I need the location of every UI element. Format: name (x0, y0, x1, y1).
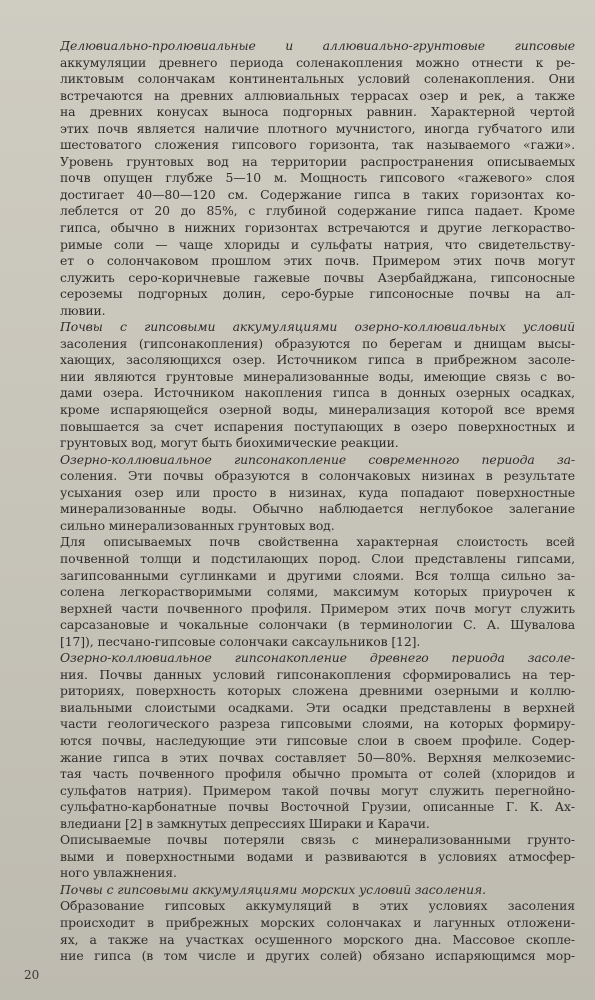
text-line: гипса, обычно в нижних горизонтах встречаются и другие легкораство- (60, 220, 575, 236)
text-line: Почвы с гипсовыми аккумуляциями морских условий засоления. (60, 881, 486, 897)
text-line: части геологического разреза гипсовыми слоями, на которых формиру- (60, 716, 575, 732)
text-line: встречаются на древних аллювиальных террасах озер и рек, а также (60, 87, 575, 103)
page-number: 20 (24, 968, 40, 982)
text-line: Озерно-коллювиальное гипсонакопление древнего периода засоле- (60, 650, 575, 666)
text-line: загипсованными суглинками и другими слоями. Вся толща сильно за- (60, 567, 575, 583)
text-line: усыхания озер или просто в низинах, куда попадают поверхностные (60, 484, 575, 500)
text-line: Делювиально-пролювиальные и аллювиально-грунтовые гипсовые (60, 38, 575, 53)
text-line: дами озера. Источником накопления гипса в донных озерных осадках, (60, 385, 575, 401)
text-line: аккумуляции древнего периода соленакопления можно отнести к ре- (60, 54, 575, 70)
text-line: происходит в прибрежных морских солончаках и лагунных отложени- (60, 914, 575, 930)
text-line: Озерно-коллювиальное гипсонакопление современного периода за- (60, 451, 575, 467)
text-line: ликтовым солончакам континентальных условий соленакопления. Они (60, 71, 575, 87)
text-line: ния. Почвы данных условий гипсонакопления сформировались на тер- (60, 666, 575, 682)
text-line: верхней части почвенного профиля. Примером этих почв могут служить (60, 600, 575, 616)
text-line: достигает 40—80—120 см. Содержание гипса в таких горизонтах ко- (60, 186, 575, 202)
text-line: Образование гипсовых аккумуляций в этих условиях засоления (60, 898, 575, 914)
text-line: римые соли — чаще хлориды и сульфаты натрия, что свидетельству- (60, 236, 575, 252)
text-line: тая часть почвенного профиля обычно промыта от солей (хлоридов и (60, 766, 575, 782)
text-line: минерализованные воды. Обычно наблюдается неглубокое залегание (60, 501, 575, 517)
text-line: ного увлажнения. (60, 865, 177, 881)
text-line: сульфатов натрия). Примером такой почвы могут служить перегнойно- (60, 782, 575, 798)
text-line: засоления (гипсонакопления) образуются по берегам и днищам высы- (60, 335, 575, 351)
text-line: сульфатно-карбонатные почвы Восточной Грузии, описанные Г. К. Ах- (60, 799, 575, 815)
text-line: ях, а также на участках осушенного морского дна. Массовое скопле- (60, 931, 575, 947)
text-line: жание гипса в этих почвах составляет 50—80%. Верхняя мелкоземис- (60, 749, 575, 765)
text-line: соления. Эти почвы образуются в солончаковых низинах в результате (60, 468, 575, 484)
text-line: шестоватого сложения гипсового горизонта, так называемого «гажи». (60, 137, 575, 153)
text-line: хающих, засоляющихся озер. Источником гипса в прибрежном засоле- (60, 352, 575, 368)
text-line: солена легкорастворимыми солями, максимум которых приурочен к (60, 584, 575, 600)
text-line: Почвы с гипсовыми аккумуляциями озерно-коллювиальных условий (60, 319, 575, 335)
text-line: виальными слоистыми осадками. Эти осадки представлены в верхней (60, 699, 575, 715)
text-line: ние гипса (в том числе и других солей) обязано испаряющимся мор- (60, 948, 575, 964)
text-line: служить серо-коричневые гажевые почвы Азербайджана, гипсоносные (60, 269, 575, 285)
text-line: этих почв является наличие плотного мучнистого, иногда губчатого или (60, 120, 575, 136)
text-line: ет о солончаковом прошлом этих почв. Примером этих почв могут (60, 253, 575, 269)
text-line: леблется от 20 до 85%, с глубиной содержание гипса падает. Кроме (60, 203, 575, 219)
text-line: Уровень грунтовых вод на территории распространения описываемых (60, 153, 575, 169)
text-line: [17]), песчано-гипсовые солончаки саксаульников [12]. (60, 633, 421, 649)
text-line: риториях, поверхность которых сложена древними озерными и коллю- (60, 683, 575, 699)
text-line: сильно минерализованных грунтовых вод. (60, 517, 335, 533)
text-line: повышается за счет испарения поступающих в озеро поверхностных и (60, 418, 575, 434)
body-text (60, 38, 575, 965)
text-line: грунтовых вод, могут быть биохимические реакции. (60, 435, 399, 451)
text-line: лювии. (60, 302, 106, 318)
text-line: сарсазановые и чокальные солончаки (в терминологии С. А. Шувалова (60, 617, 575, 633)
text-line: почвенной толщи и подстилающих пород. Слои представлены гипсами, (60, 550, 575, 566)
text-line: почв опущен глубже 5—10 м. Мощность гипсового «гажевого» слоя (60, 170, 575, 186)
text-line: вледиани [2] в замкнутых депрессиях Шираки и Карачи. (60, 815, 430, 831)
text-line: Для описываемых почв свойственна характерная слоистость всей (60, 534, 575, 550)
text-line: Описываемые почвы потеряли связь с минерализованными грунто- (60, 832, 575, 848)
text-line: сероземы подгорных долин, серо-бурые гипсоносные почвы на ал- (60, 286, 575, 302)
text-line: нии являются грунтовые минерализованные воды, имеющие связь с во- (60, 368, 575, 384)
text-line: кроме испаряющейся озерной воды, минерализация которой все время (60, 402, 575, 418)
text-line: ются почвы, наследующие эти гипсовые слои в своем профиле. Содер- (60, 732, 575, 748)
text-line: на древних конусах выноса подгорных равнин. Характерной чертой (60, 104, 575, 120)
text-line: выми и поверхностными водами и развиваются в условиях атмосфер- (60, 848, 575, 864)
